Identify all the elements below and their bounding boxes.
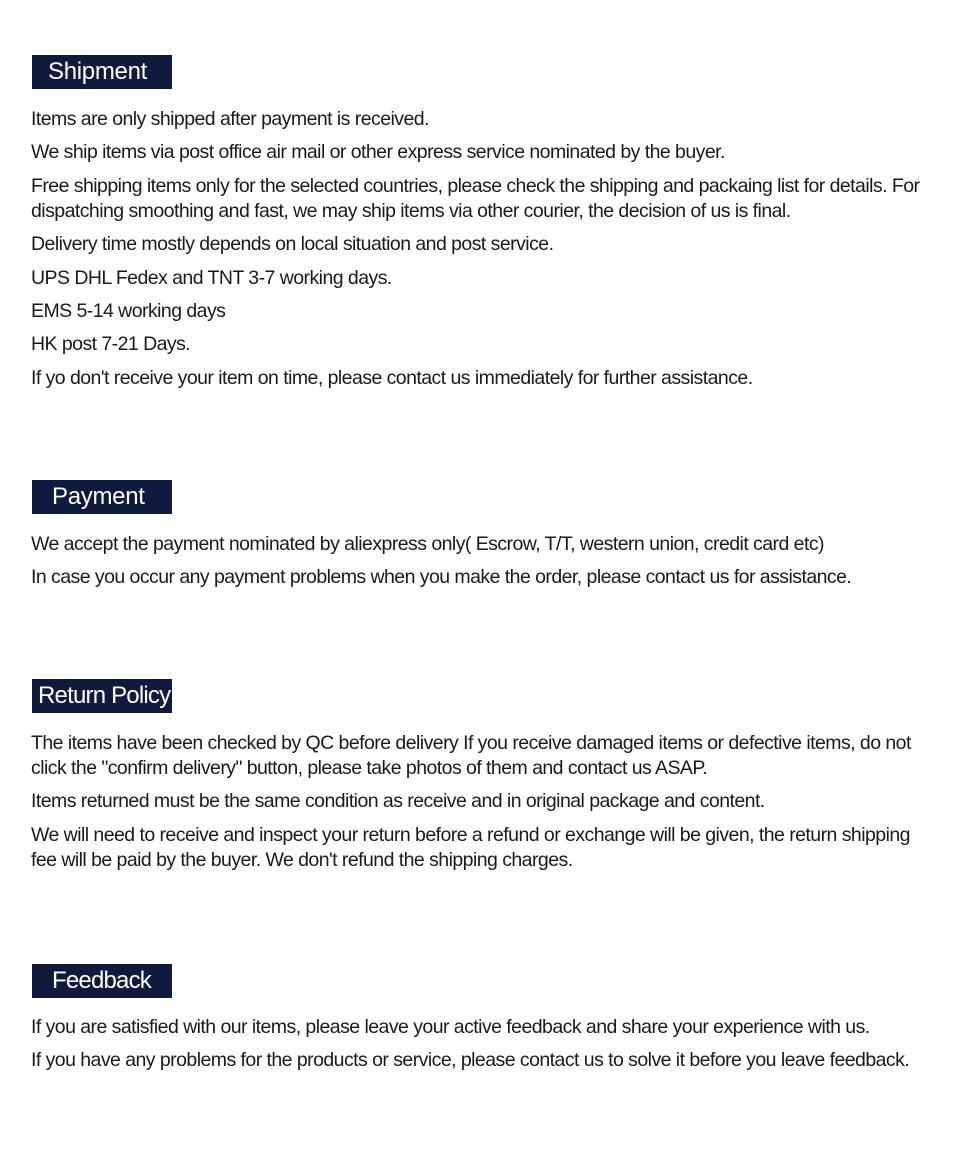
shipment-line: If yo don't receive your item on time, please contact us immediately for further assistance. (31, 366, 753, 389)
feedback-line: If you have any problems for the products or service, please contact us to solve it before you leave feedback. (31, 1049, 910, 1072)
shipment-line: Free shipping items only for the selected countries, please check the shipping and packaing list for details. For dispatching smoothing and fast, we may ship items via other courier, the decision of us is final. (31, 174, 920, 222)
shipment-line: HK post 7-21 Days. (31, 333, 191, 356)
return-policy-line: Items returned must be the same condition as receive and in original package and content. (31, 790, 765, 813)
payment-lines (31, 532, 936, 599)
shipment-line: UPS DHL Fedex and TNT 3-7 working days. (31, 266, 392, 289)
feedback-heading: Feedback (32, 964, 172, 998)
return-policy-line: The items have been checked by QC before delivery If you receive damaged items or defective items, do not click the "confirm delivery" button, please take photos of them and contact us ASAP. (31, 732, 911, 779)
return-policy-line: We will need to receive and inspect your return before a refund or exchange will be given, the return shipping fee will be paid by the buyer. We don't refund the shipping charges. (31, 823, 910, 871)
shipment-heading: Shipment (32, 55, 172, 89)
shipment-line: Items are only shipped after payment is received. (31, 108, 429, 130)
feedback-lines (31, 1015, 936, 1082)
shipment-line: We ship items via post office air mail or other express service nominated by the buyer. (31, 141, 725, 164)
return-policy-lines (31, 731, 936, 881)
shipment-line: EMS 5-14 working days (31, 299, 226, 322)
feedback-line: If you are satisfied with our items, please leave your active feedback and share your experience with us. (31, 1016, 870, 1038)
shipment-line: Delivery time mostly depends on local situation and post service. (31, 233, 554, 256)
payment-heading: Payment (32, 480, 172, 514)
return-policy-heading: Return Policy (32, 679, 172, 713)
shipment-lines (31, 107, 936, 399)
payment-line: In case you occur any payment problems when you make the order, please contact us for assistance. (31, 566, 852, 589)
payment-line: We accept the payment nominated by aliexpress only( Escrow, T/T, western union, credit card etc) (31, 533, 824, 555)
